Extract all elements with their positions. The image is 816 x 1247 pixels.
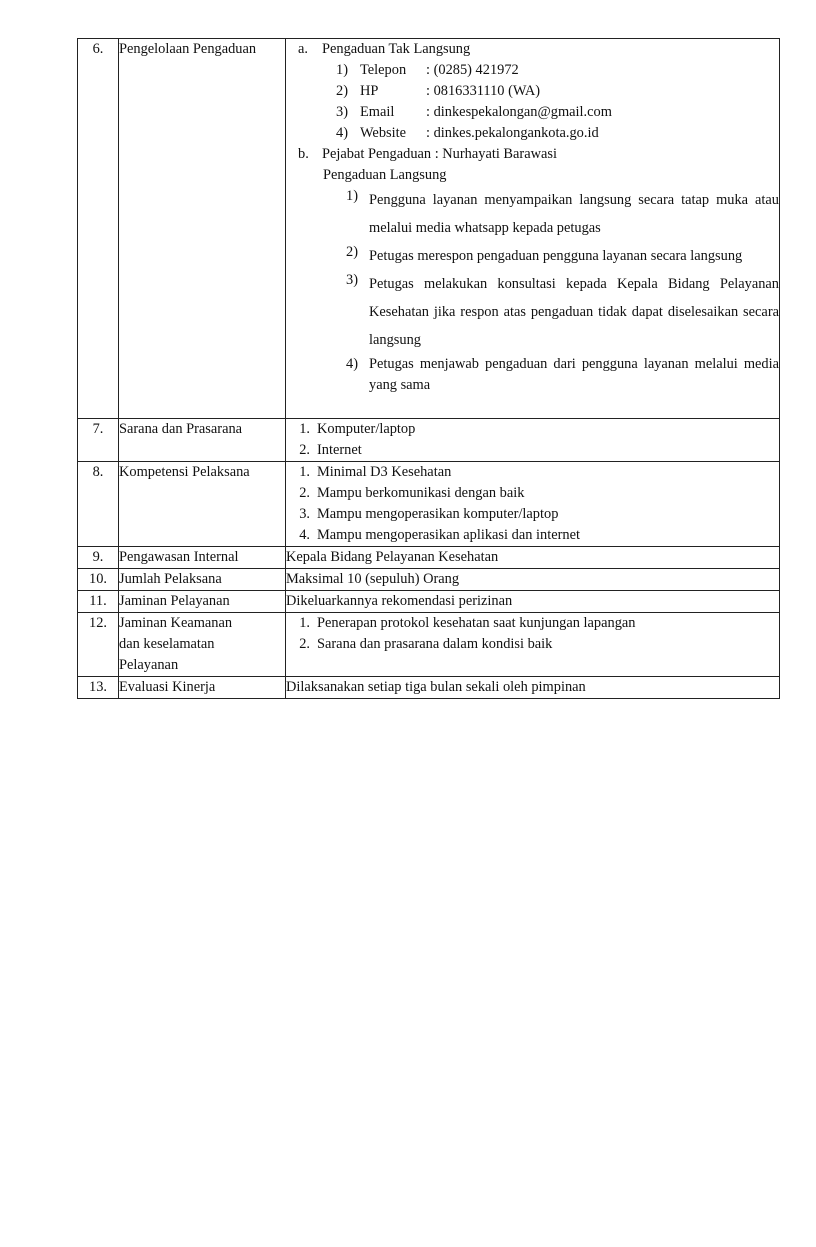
list-item-text: Sarana dan prasarana dalam kondisi baik bbox=[317, 636, 553, 652]
section-b-title: Pejabat Pengaduan : Nurhayati Barawasi bbox=[322, 146, 557, 162]
contact-label: HP bbox=[360, 83, 379, 99]
list-marker: 1. bbox=[299, 421, 310, 437]
row-value: Kepala Bidang Pelayanan Kesehatan bbox=[286, 547, 780, 569]
table-row bbox=[78, 613, 780, 677]
table-row bbox=[78, 419, 780, 462]
list-marker: 1. bbox=[299, 615, 310, 631]
list-item bbox=[286, 613, 779, 634]
row-name: Jumlah Pelaksana bbox=[119, 569, 286, 591]
list-marker: 1. bbox=[299, 464, 310, 480]
contact-line bbox=[336, 81, 779, 102]
procedure-step bbox=[346, 354, 779, 396]
section-a-heading bbox=[298, 39, 779, 60]
contact-label: Website bbox=[360, 125, 406, 141]
list-marker: 2. bbox=[299, 485, 310, 501]
list-marker: 2) bbox=[336, 83, 348, 99]
list-item bbox=[286, 634, 779, 655]
row-name-line: dan keselamatan bbox=[119, 636, 215, 652]
row-number: 6. bbox=[78, 39, 119, 419]
row-name: Kompetensi Pelaksana bbox=[119, 462, 286, 547]
list-marker: 2) bbox=[346, 244, 358, 260]
row-name-line: Jaminan Keamanan bbox=[119, 615, 233, 631]
step-text: Petugas menjawab pengaduan dari pengguna layanan melalui media yang sama bbox=[369, 356, 779, 393]
list-item bbox=[286, 504, 779, 525]
row-number: 12. bbox=[78, 613, 119, 677]
list-marker: 4. bbox=[299, 527, 310, 543]
contact-website: : dinkes.pekalongankota.go.id bbox=[426, 125, 599, 141]
contact-label: Email bbox=[360, 104, 395, 120]
list-item-text: Mampu berkomunikasi dengan baik bbox=[317, 485, 525, 501]
section-a-title: Pengaduan Tak Langsung bbox=[322, 41, 471, 57]
table-row bbox=[78, 677, 780, 699]
list-marker: 4) bbox=[346, 356, 358, 372]
table-row bbox=[78, 462, 780, 547]
contact-phone: : (0285) 421972 bbox=[426, 62, 519, 78]
contact-label: Telepon bbox=[360, 62, 407, 78]
step-text: Pengguna layanan menyampaikan langsung secara tatap muka atau melalui media whatsapp kepada petugas bbox=[369, 192, 779, 236]
row-value bbox=[286, 419, 780, 462]
list-marker: a. bbox=[298, 41, 308, 57]
row-value: Maksimal 10 (sepuluh) Orang bbox=[286, 569, 780, 591]
row-number: 11. bbox=[78, 591, 119, 613]
list-item bbox=[286, 462, 779, 483]
row-number: 13. bbox=[78, 677, 119, 699]
contact-email: : dinkespekalongan@gmail.com bbox=[426, 104, 612, 120]
procedure-step bbox=[346, 186, 779, 242]
row-value: Dilaksanakan setiap tiga bulan sekali oleh pimpinan bbox=[286, 677, 780, 699]
row-name: Pengawasan Internal bbox=[119, 547, 286, 569]
row-name-line: Pelayanan bbox=[119, 657, 179, 673]
row-number: 9. bbox=[78, 547, 119, 569]
section-b-subtitle: Pengaduan Langsung bbox=[323, 167, 447, 183]
row-value bbox=[286, 39, 780, 419]
table-row bbox=[78, 569, 780, 591]
list-item bbox=[286, 419, 779, 440]
list-item-text: Mampu mengoperasikan komputer/laptop bbox=[317, 506, 559, 522]
row-name: Evaluasi Kinerja bbox=[119, 677, 286, 699]
list-marker: 1) bbox=[336, 62, 348, 78]
procedure-step bbox=[346, 270, 779, 354]
list-item-text: Komputer/laptop bbox=[317, 421, 416, 437]
list-item bbox=[286, 440, 779, 461]
table-row bbox=[78, 547, 780, 569]
list-item-text: Internet bbox=[317, 442, 362, 458]
list-marker: 3. bbox=[299, 506, 310, 522]
step-text: Petugas merespon pengaduan pengguna layanan secara langsung bbox=[369, 248, 743, 264]
row-name bbox=[119, 613, 286, 677]
table-row bbox=[78, 39, 780, 419]
list-marker: b. bbox=[298, 146, 309, 162]
list-marker: 1) bbox=[346, 188, 358, 204]
contact-hp: : 0816331110 (WA) bbox=[426, 83, 541, 99]
row-value: Dikeluarkannya rekomendasi perizinan bbox=[286, 591, 780, 613]
list-marker: 4) bbox=[336, 125, 348, 141]
contact-line bbox=[336, 60, 779, 81]
row-number: 7. bbox=[78, 419, 119, 462]
row-name: Jaminan Pelayanan bbox=[119, 591, 286, 613]
step-text: Petugas melakukan konsultasi kepada Kepala Bidang Pelayanan Kesehatan jika respon atas pengaduan tidak dapat diselesaikan secara langsung bbox=[369, 276, 779, 348]
row-name: Pengelolaan Pengaduan bbox=[119, 39, 286, 419]
list-marker: 2. bbox=[299, 442, 310, 458]
list-item bbox=[286, 525, 779, 546]
list-marker: 3) bbox=[336, 104, 348, 120]
list-item-text: Penerapan protokol kesehatan saat kunjungan lapangan bbox=[317, 615, 636, 631]
service-standard-table bbox=[77, 38, 780, 699]
procedure-step bbox=[346, 242, 779, 270]
contact-line bbox=[336, 102, 779, 123]
contact-line bbox=[336, 123, 779, 144]
row-number: 10. bbox=[78, 569, 119, 591]
table-row bbox=[78, 591, 780, 613]
list-item bbox=[286, 483, 779, 504]
row-name: Sarana dan Prasarana bbox=[119, 419, 286, 462]
row-number: 8. bbox=[78, 462, 119, 547]
list-item-text: Minimal D3 Kesehatan bbox=[317, 464, 452, 480]
list-item-text: Mampu mengoperasikan aplikasi dan internet bbox=[317, 527, 580, 543]
section-b-heading bbox=[298, 144, 779, 165]
row-value bbox=[286, 462, 780, 547]
list-marker: 2. bbox=[299, 636, 310, 652]
row-value bbox=[286, 613, 780, 677]
list-marker: 3) bbox=[346, 272, 358, 288]
